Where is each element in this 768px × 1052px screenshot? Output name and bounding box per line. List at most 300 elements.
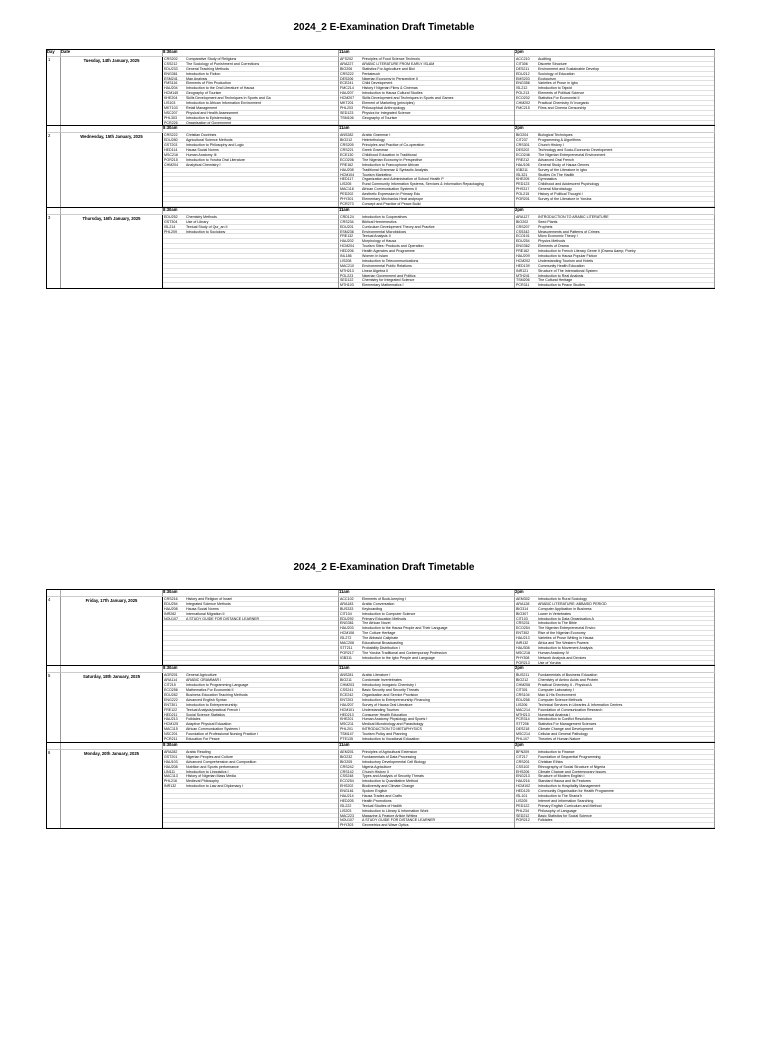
- course-row: [163, 283, 338, 288]
- course-code: ECE241: [340, 81, 354, 86]
- course-title: Principles and Practice of Co-operation: [362, 143, 425, 148]
- course-title: African Communication Systems I: [186, 727, 240, 732]
- course-title: Human Anatomy IV: [538, 650, 569, 655]
- course-code: HCM125: [164, 722, 179, 727]
- course-title: Understanding Tourism: [362, 707, 399, 712]
- course-title: Aesthetic Expression in Primary Edu: [362, 192, 421, 197]
- course-code: ENT203: [340, 697, 354, 702]
- course-title: Magazine & Feature Article Writing: [362, 813, 418, 818]
- timetable-grid: [46, 589, 715, 829]
- course-code: INL186: [340, 253, 352, 258]
- course-code: CSS248: [340, 774, 354, 779]
- course-row: [163, 202, 338, 207]
- course-title: Women In Islam: [362, 253, 388, 258]
- course-code: HED206: [340, 249, 354, 253]
- course-title: Advanced English Syntax: [186, 697, 227, 702]
- course-code: HCM204: [340, 244, 355, 249]
- course-title: Introduction to Conflict Resolution: [538, 717, 592, 722]
- course-title: Physics for Integrated Science: [362, 110, 411, 115]
- course-title: Introduction to Entrepreneurship: [186, 702, 238, 707]
- course-code: DES218: [516, 727, 530, 732]
- course-code: HAU103: [164, 759, 178, 764]
- course-code: ISL222: [340, 803, 352, 808]
- course-title: General Microbiology: [538, 187, 572, 192]
- slot-label-2pm: 2pm: [515, 743, 715, 750]
- course-code: POL213: [516, 91, 530, 96]
- course-title: Tourism Policy and Planning: [362, 732, 408, 737]
- course-code: CSS212: [164, 61, 178, 66]
- course-code: NSC201: [164, 732, 178, 737]
- page-title: 2024_2 E-Examination Draft Timetable: [293, 22, 475, 33]
- course-title: Network Analysis and Devices: [538, 655, 587, 660]
- course-code: ENG213: [516, 774, 530, 779]
- course-title: Introduction to Hausa Popular Fiction: [538, 253, 598, 258]
- exam-date: Wednesday, 15th January, 2025: [61, 133, 163, 206]
- course-column-slot3: [515, 133, 715, 206]
- course-code: DES202: [516, 148, 530, 153]
- course-title: Introduction to Vocational Education: [362, 737, 420, 741]
- course-code: CRS221: [340, 148, 354, 153]
- course-title: Biblical Hermeneutics: [362, 219, 397, 224]
- course-title: ARABIC GRAMMAR I: [186, 678, 222, 683]
- course-code: LIN111: [164, 769, 176, 774]
- course-code: ARA183: [340, 601, 354, 606]
- exam-date: Friday, 17th January, 2025: [61, 597, 163, 665]
- course-title: Theories of Human Nature: [538, 737, 581, 741]
- course-code: CRS242: [340, 764, 354, 769]
- course-code: MTH103: [340, 283, 354, 288]
- course-title: Biodiversity and Climate Change: [362, 784, 415, 789]
- course-title: General Teaching Methods: [186, 66, 229, 71]
- course-title: Medieval Philosophy: [186, 779, 219, 784]
- course-title: Skills Development and Techniques in Sports and Games: [362, 96, 454, 101]
- course-title: Helminthology: [362, 138, 385, 143]
- page-title: 2024_2 E-Examination Draft Timetable: [293, 562, 475, 573]
- course-title: Introduction to Computer Science: [362, 611, 416, 616]
- course-title: Health Promotions: [362, 798, 392, 803]
- course-title: Chemistry for Integrated Science: [362, 278, 415, 283]
- course-title: Survey of Hausa Oral Literature: [362, 702, 413, 707]
- course-code: ECO254: [516, 626, 530, 631]
- course-code: IGB211: [516, 167, 528, 172]
- course-title: The Culture Heritage: [362, 631, 396, 636]
- course-code: POL223: [340, 273, 354, 278]
- course-code: CHM204: [164, 162, 179, 167]
- course-code: GST203: [164, 143, 178, 148]
- course-title: Internet and Information Searching: [538, 798, 594, 803]
- course-title: Fundamentals of Business Education: [538, 673, 598, 678]
- course-title: Introduction to Law and Diplomacy I: [186, 784, 244, 789]
- course-code: FRE212: [516, 157, 530, 162]
- course-code: EDU233: [164, 66, 178, 71]
- course-title: Cordomate Invertebrates: [362, 678, 402, 683]
- course-code: CRD124: [340, 214, 354, 219]
- course-title: Education For Peace: [186, 737, 220, 741]
- course-title: Nigerian Government and Politics: [362, 273, 416, 278]
- course-code: PHY301: [340, 197, 354, 201]
- course-column-slot3: [515, 673, 715, 741]
- course-code: EDU292: [340, 616, 354, 621]
- course-row: [515, 283, 714, 288]
- course-column-slot1: [163, 215, 339, 288]
- course-code: EDU280: [164, 138, 178, 143]
- course-code: SED212: [516, 813, 530, 818]
- course-title: Textual Analysis II: [362, 234, 391, 239]
- course-title: Community Health Education: [538, 263, 585, 268]
- course-title: Micro Economic Theory I: [538, 234, 578, 239]
- course-code: LIS208: [340, 258, 352, 263]
- course-code: CIT217: [516, 754, 528, 759]
- exam-date: Thursday, 16th January, 2025: [61, 215, 163, 288]
- course-title: Foundation of Sequential Programming: [538, 754, 601, 759]
- course-column-slot1: [163, 673, 339, 741]
- course-title: Organization and Administration of School Health P: [362, 177, 444, 182]
- course-code: ARA127: [516, 214, 530, 219]
- course-title: Rural Community Information Systems, Services & Information Repackaging: [362, 182, 484, 187]
- course-code: PCR314: [516, 717, 530, 722]
- course-title: Tourism Marketing: [362, 172, 392, 177]
- course-title: Fundamentals of Data Processing: [362, 754, 417, 759]
- course-title: Primary Education Methods: [362, 616, 407, 621]
- course-code: FRE162: [516, 249, 530, 253]
- course-title: Advanced Oral French: [538, 157, 574, 162]
- course-code: ECO101: [516, 234, 530, 239]
- course-code: MTH213: [516, 712, 530, 717]
- course-code: HED205: [340, 798, 354, 803]
- course-code: BIO204: [516, 133, 529, 138]
- course-code: EDU254: [516, 239, 530, 244]
- course-code: PHY308: [516, 655, 530, 660]
- course-title: Computer Science Methods: [538, 697, 583, 702]
- course-code: CIT215: [164, 683, 176, 688]
- course-code: HAU207: [340, 91, 354, 96]
- course-code: STT206: [516, 722, 529, 727]
- course-code: CHM203: [340, 683, 355, 688]
- course-title: The African Novel: [362, 621, 391, 626]
- course-title: Chemistry of Amino Acids and Protein: [538, 678, 599, 683]
- slot-header-row: [47, 126, 715, 133]
- course-title: Concept and Practice of Peace Build: [362, 201, 421, 206]
- course-title: Christian Doctrines: [186, 133, 217, 138]
- course-title: Nigeria Agriculture: [362, 764, 392, 769]
- course-code: ACC210: [516, 57, 530, 61]
- course-code: ENG356: [516, 81, 530, 86]
- course-title: Rise of the Nigerian Economy: [538, 631, 586, 636]
- day-block: [47, 133, 715, 207]
- course-code: MAC223: [340, 813, 354, 818]
- course-title: Elements of Film Production: [186, 81, 231, 86]
- header-slot-830am: 8:30am: [163, 590, 339, 597]
- course-code: HAU207: [340, 702, 354, 707]
- exam-date: Saturday, 18th January, 2025: [61, 673, 163, 741]
- course-code: MSC218: [516, 650, 530, 655]
- course-code: POR212: [516, 818, 530, 823]
- course-code: HED211: [164, 712, 178, 717]
- course-title: Elements of Drama: [538, 244, 569, 249]
- course-title: Foundation of Professional Nursing Practice I: [186, 732, 259, 737]
- course-code: CRS222: [340, 71, 354, 76]
- course-title: The Abbasid Caliphate: [362, 636, 399, 641]
- course-code: PHS317: [516, 187, 530, 192]
- course-code: TSM206: [516, 278, 530, 283]
- course-title: Survey of the Literature in Igbo: [538, 167, 588, 172]
- slot-label-830am: 8:30am: [163, 666, 339, 673]
- course-title: Basic Security and Security Threats: [362, 688, 419, 693]
- course-code: HED139: [516, 263, 530, 268]
- course-code: PCR226: [164, 120, 178, 125]
- course-code: POR215: [164, 157, 178, 162]
- course-code: HCM101: [340, 707, 355, 712]
- course-code: ISL272: [340, 636, 352, 641]
- course-title: Lower in Vertebrates: [538, 611, 571, 616]
- course-title: Church History II: [362, 769, 389, 774]
- course-title: Introduction to Entrepreneurship Financing: [362, 697, 430, 702]
- course-title: Consumer Health Education: [362, 712, 407, 717]
- course-code: TSM147: [340, 732, 354, 737]
- course-code: MAC116: [340, 187, 354, 192]
- course-title: Physical and Health Assessment: [186, 110, 239, 115]
- course-code: TSM106: [340, 115, 354, 120]
- slot-header-row: [47, 666, 715, 673]
- slot-label-2pm: 2pm: [515, 126, 715, 133]
- course-column-slot3: [515, 57, 715, 125]
- course-code: HAU208: [164, 606, 178, 611]
- course-title: Introduction to Rural Sociology: [538, 597, 587, 601]
- course-title: Social Science Statistics: [186, 712, 225, 717]
- course-code: ACC102: [340, 597, 354, 601]
- course-title: Films and Cinema Censorship: [538, 105, 587, 110]
- course-title: Types and Analysis of Security Threats: [362, 774, 424, 779]
- course-title: Gymnastics: [538, 177, 557, 182]
- course-code: HAU216: [516, 779, 530, 784]
- course-title: Practical Chemistry IV Inorganic: [538, 101, 590, 105]
- course-title: Organisation of Government: [186, 120, 232, 125]
- course-code: BIO202: [516, 219, 529, 224]
- course-title: Skills Development and Techniques in Sports and Ga: [186, 96, 271, 101]
- course-code: EDU258: [516, 697, 530, 702]
- course-code: MKT201: [340, 101, 354, 105]
- course-column-slot3: [515, 215, 715, 288]
- blank-cell: [61, 743, 163, 750]
- course-code: CRS142: [340, 769, 354, 774]
- course-title: Standard Hausa and its Features: [538, 779, 591, 784]
- course-title: Philosophy of Language: [538, 808, 577, 813]
- course-title: Business Education Teaching Methods: [186, 693, 248, 697]
- course-title: Ethnography of Social Structure of Nigeria: [538, 764, 606, 769]
- course-code: INR132: [164, 784, 177, 789]
- course-title: Mathematics For Economist II: [186, 688, 234, 693]
- course-title: Curriculum Development Theory and Practice: [362, 224, 435, 229]
- course-code: CRS216: [164, 597, 178, 601]
- course-title: Introduction to Linguistics I: [186, 769, 229, 774]
- course-title: Introduction to Sociology: [186, 229, 226, 234]
- course-code: DES211: [516, 66, 530, 71]
- course-code: PHL209: [164, 229, 177, 234]
- course-code: LIS103: [164, 101, 176, 105]
- course-code: MAC214: [516, 707, 530, 712]
- course-code: ECO254: [340, 779, 354, 784]
- course-code: EDU212: [516, 71, 530, 76]
- course-code: BUS211: [516, 673, 530, 678]
- course-code: PED202: [340, 192, 354, 197]
- day-number: 4: [47, 597, 61, 665]
- course-code: CRS301: [516, 143, 530, 148]
- course-row: [339, 283, 514, 288]
- course-code: ECO256: [164, 688, 178, 693]
- course-title: Introduction to The Bible: [538, 621, 577, 626]
- course-title: Map Analysis: [186, 76, 208, 81]
- course-row: [163, 661, 338, 666]
- course-title: Nigerian Peoples and Culture: [186, 754, 233, 759]
- course-code: CHM206: [516, 683, 531, 688]
- course-code: ECO202: [516, 96, 530, 101]
- course-title: Introduction to Philosophy and Logic: [186, 143, 244, 148]
- day-number: 2: [47, 133, 61, 206]
- course-title: The Cultural Heritage: [538, 278, 573, 283]
- course-code: ISL214: [164, 224, 176, 229]
- course-title: Human Anatomy III: [186, 153, 217, 157]
- header-slot-2pm: 2pm: [515, 590, 715, 597]
- course-code: PHL201: [340, 727, 353, 732]
- course-title: Foundation of Communication Research: [538, 707, 603, 712]
- course-title: Christian Ethics: [538, 759, 563, 764]
- course-title: General Study of Hausa Genres: [538, 162, 590, 167]
- course-title: Comparative Study of Religions: [186, 57, 237, 61]
- course-code: HAU208: [164, 764, 178, 769]
- course-code: ARA114: [164, 678, 178, 683]
- course-title: Geography of Tourism: [186, 91, 222, 96]
- course-title: Introduction to Real Analysis: [538, 273, 584, 278]
- course-code: MKT103: [164, 105, 178, 110]
- course-code: CRS234: [340, 219, 354, 224]
- course-row: [515, 823, 714, 828]
- course-code: LIS203: [340, 808, 352, 813]
- course-code: CRS207: [516, 224, 530, 229]
- slot-label-11am: 11am: [339, 208, 515, 215]
- course-code: CSS342: [516, 229, 530, 234]
- course-title: Church History I: [538, 143, 564, 148]
- course-title: A STUDY GUIDE FOR DISTANCE LEARNER: [186, 616, 260, 621]
- course-title: Hausa Social Norms: [186, 606, 219, 611]
- course-code: HAU214: [340, 793, 354, 798]
- course-code: PCR273: [340, 201, 354, 206]
- course-title: Introduction to Cooperatives: [362, 214, 407, 219]
- course-title: Arabic Reading: [186, 749, 211, 754]
- course-code: EHS202: [340, 784, 354, 789]
- course-code: CIT104: [340, 611, 352, 616]
- course-code: IGB311: [340, 655, 352, 660]
- slot-label-11am: 11am: [339, 126, 515, 133]
- course-code: INR262: [164, 611, 177, 616]
- course-code: MTH213: [340, 268, 354, 273]
- course-title: ARABIC LITERATURE FROM EARLY ISLAM: [362, 61, 435, 66]
- course-code: GST304: [164, 219, 178, 224]
- course-column-slot1: [163, 750, 339, 828]
- slot-label-11am: 11am: [339, 743, 515, 750]
- course-title: Structure of Modern English I: [538, 774, 585, 779]
- course-code: CHM202: [516, 101, 531, 105]
- course-title: Climate Change and Development: [538, 727, 593, 732]
- course-code: ISL101: [516, 793, 528, 798]
- course-title: Advanced Comprehension and Composition: [186, 759, 257, 764]
- course-code: CRS205: [340, 143, 354, 148]
- course-code: BIO232: [340, 754, 353, 759]
- course-title: Measurements and Patterns of Crimes: [538, 229, 600, 234]
- course-code: PCR311: [516, 283, 530, 288]
- course-code: ANS281: [340, 673, 354, 678]
- course-code: PHL216: [164, 779, 177, 784]
- course-code: HAU203: [340, 626, 354, 631]
- course-title: Child Development: [362, 81, 393, 86]
- course-code: BIO212: [340, 138, 353, 143]
- course-title: Basic Statistics for Social Science: [538, 813, 592, 818]
- course-code: ARA128: [516, 601, 530, 606]
- course-column-slot3: [515, 597, 715, 665]
- course-title: Spoken English: [362, 789, 387, 793]
- course-title: Survey of the Literature in Yoruba: [538, 197, 592, 201]
- course-code: HCM106: [340, 631, 355, 636]
- header-slot-2pm: 2pm: [515, 50, 715, 57]
- course-title: Linear Algebra II: [362, 268, 389, 273]
- course-row: [163, 737, 338, 742]
- course-code: MSC216: [164, 153, 178, 157]
- course-title: Introduction to the Hausa People and Their Language: [362, 626, 448, 631]
- course-code: CRS104: [516, 693, 530, 697]
- course-title: Programming & Algorithms: [538, 138, 581, 143]
- course-code: HCM102: [516, 784, 531, 789]
- course-row: [515, 661, 714, 666]
- slot-label-830am: 8:30am: [163, 208, 339, 215]
- slot-label-2pm: 2pm: [515, 666, 715, 673]
- course-title: Auditing: [538, 57, 551, 61]
- course-title: Seed Plants: [538, 219, 558, 224]
- course-code: EDU252: [164, 214, 178, 219]
- course-title: Introduction to Peace Studies: [538, 283, 585, 288]
- course-code: EHS206: [516, 769, 530, 774]
- course-code: CRS201: [516, 759, 530, 764]
- blank-cell: [47, 666, 61, 673]
- course-code: KHE204: [164, 96, 178, 101]
- course-title: INTRODUCTION TO ARABIC LITERATURE: [538, 214, 609, 219]
- course-code: INR132: [516, 641, 529, 645]
- course-title: Introduction to Fiction: [186, 71, 221, 76]
- exam-date: Tuesday, 14th January, 2025: [61, 57, 163, 125]
- course-code: FMC214: [340, 86, 354, 91]
- course-title: Cellular and General Pathology: [538, 732, 588, 737]
- course-code: HED114: [164, 148, 178, 153]
- course-code: BUS333: [340, 606, 354, 611]
- blank-cell: [61, 208, 163, 215]
- course-title: Elements of Book-keeping I: [362, 597, 406, 601]
- course-title: History and Religion of Israel: [186, 597, 232, 601]
- course-title: ARABIC LITERATURE: ABBASID PERIOD: [538, 601, 607, 606]
- course-title: Arabic Grammar I: [362, 133, 391, 138]
- course-row: [339, 202, 514, 207]
- course-title: Use of Yoruba: [538, 660, 561, 665]
- course-title: African Communication Systems II: [362, 187, 417, 192]
- course-title: Environment and Sustainable Develop: [538, 66, 600, 71]
- course-code: BIO211: [340, 678, 352, 683]
- course-code: SED122: [340, 278, 354, 283]
- day-number: 3: [47, 215, 61, 288]
- day-number: 1: [47, 57, 61, 125]
- course-code: HED117: [340, 177, 354, 182]
- course-title: Introduction to Quantitative Method: [362, 779, 418, 784]
- blank-cell: [61, 666, 163, 673]
- course-code: BIO205: [340, 759, 353, 764]
- course-code: EDU282: [164, 693, 178, 697]
- course-code: CRS202: [164, 57, 178, 61]
